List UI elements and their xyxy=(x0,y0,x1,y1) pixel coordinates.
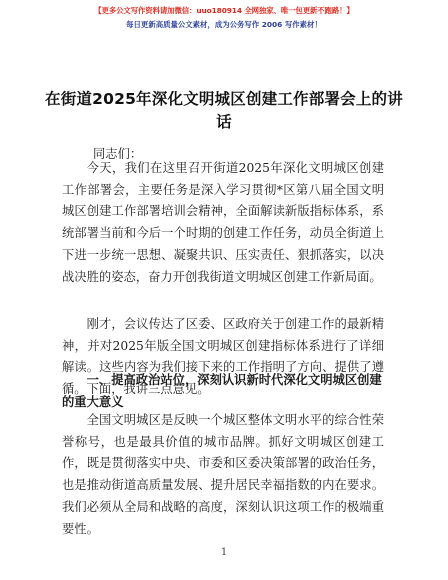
paragraph-agenda: 刚才，会议传达了区委、区政府关于创建工作的最新精神，并对2025年版全国文明城区创建指标体系进行了详细解读。这些内容为我们接下来的工作指明了方向、提供了遵循。下面，我讲三点意见。 xyxy=(62,317,384,397)
paragraph-section-1: 全国文明城区是反映一个城区整体文明水平的综合性荣誉称号，也是最具价值的城市品牌。抓好文明城区创建工作，既是贯彻落实中央、市委和区委决策部署的政治任务，也是推动街道高质量发展、提升居民幸福指数的内在要求。我们必须从全局和战略的高度，深刻认识这项工作的极端重要性。 xyxy=(62,413,384,536)
document-title: 在街道2025年深化文明城区创建工作部署会上的讲话 xyxy=(45,90,403,131)
greeting: 同志们： xyxy=(93,147,143,161)
header-ad-line-2: 每日更新高质量公文素材，成为公务写作 2006 写作素材！ xyxy=(126,20,322,29)
page-number: 1 xyxy=(220,547,228,558)
header-ad-line-1: 【更多公文写作资料请加微信：uuo180914 全网独家、唯一包更新不跑路！】 xyxy=(94,6,354,15)
section-heading-1: 一、提高政治站位，深刻认识新时代深化文明城区创建的重大意义 xyxy=(62,373,382,409)
paragraph-opening: 今天，我们在这里召开街道2025年深化文明城区创建工作部署会，主要任务是深入学习贯彻*区第八届全国文明城区创建工作部署培训会精神，全面解读新版指标体系，系统部署当前和今后一个时期的创建工作任务，动员全街道上下进一步统一思想、凝聚共识、压实责任、狠抓落实，以决战决胜的姿态，奋力开创我街道文明城区创建工作新局面。 xyxy=(62,161,384,284)
